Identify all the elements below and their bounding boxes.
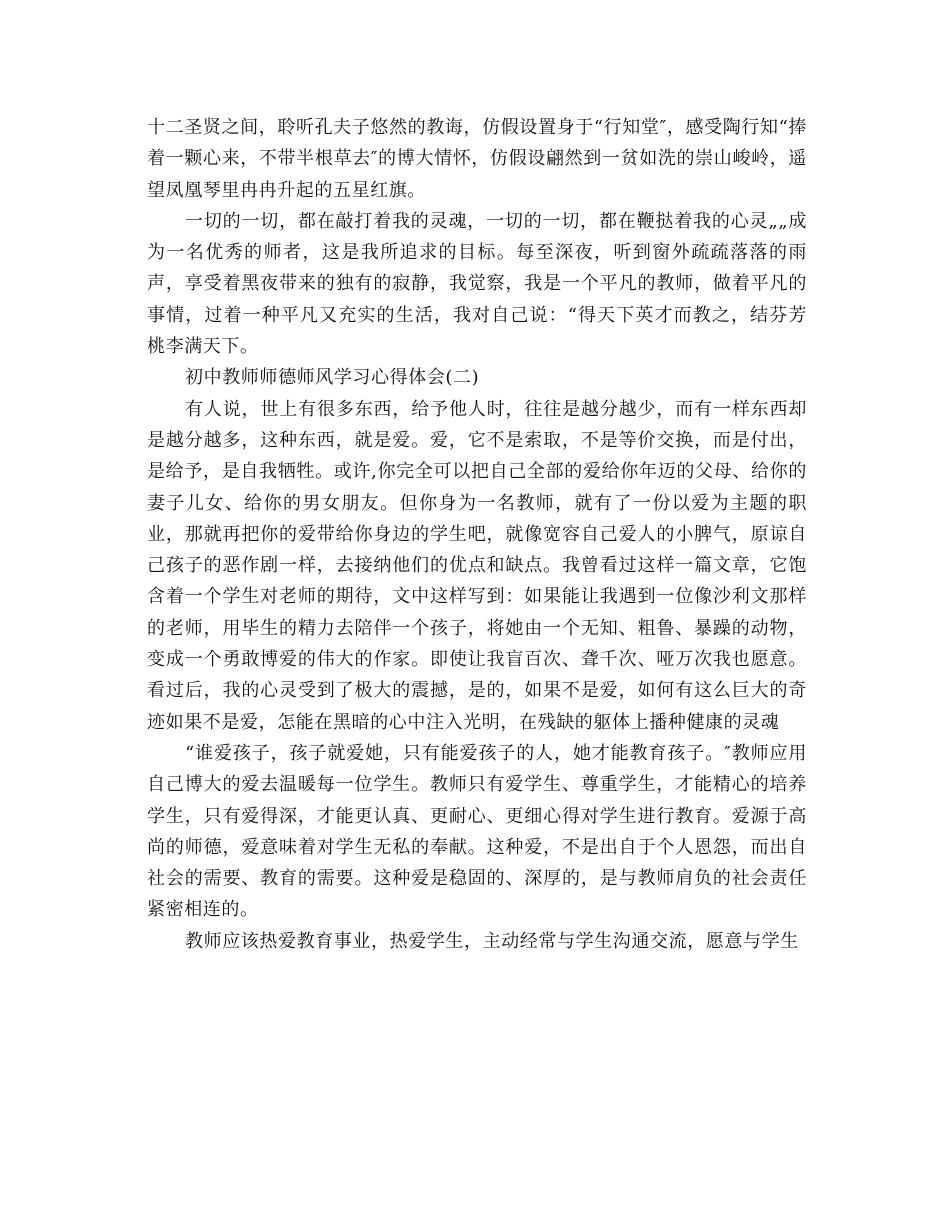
paragraph-2: 一切的一切，都在敲打着我的灵魂，一切的一切，都在鞭挞着我的心灵„„成为一名优秀的师者，这是我所追求的目标。每至深夜，听到窗外疏疏落落的雨声，享受着黑夜带来的独有的寂静，我觉察，我是一个平凡的教师，做着平凡的事情，过着一种平凡又充实的生活，我对自己说：“得天下英才而教之，结芬芳桃李满天下。 [147, 210, 807, 358]
paragraph-5: 教师应该热爱教育事业，热爱学生，主动经常与学生沟通交流，愿意与学生 [185, 930, 799, 952]
section-heading: 初中教师师德师风学习心得体会(二) [185, 367, 480, 389]
paragraph-1: 十二圣贤之间，聆听孔夫子悠然的教诲，仿假设置身于“行知堂″，感受陶行知“捧着一颗心来，不带半根草去″的博大情怀，仿假设翩然到一贫如洗的崇山峻岭，遥望凤凰琴里冉冉升起的五星红旗。 [147, 117, 807, 201]
paragraph-4: “谁爱孩子，孩子就爱她，只有能爱孩子的人，她才能教育孩子。″教师应用自己博大的爱去温暖每一位学生。教师只有爱学生、尊重学生，才能精心的培养学生，只有爱得深，才能更认真、更耐心、更细心得对学生进行教育。爱源于高尚的师德，爱意味着对学生无私的奉献。这种爱，不是出自于个人恩怨，而出自社会的需要、教育的需要。这种爱是稳固的、深厚的，是与教师肩负的社会责任紧密相连的。 [147, 742, 807, 921]
paragraph-3: 有人说，世上有很多东西，给予他人时，往往是越分越少，而有一样东西却是越分越多，这种东西，就是爱。爱，它不是索取，不是等价交换，而是付出，是给予，是自我牺牲。或许,你完全可以把自己全部的爱给你年迈的父母、给你的妻子儿女、给你的男女朋友。但你身为一名教师，就有了一份以爱为主题的职业，那就再把你的爱带给你身边的学生吧，就像宽容自己爱人的小脾气，原谅自己孩子的恶作剧一样，去接纳他们的优点和缺点。我曾看过这样一篇文章，它饱含着一个学生对老师的期待，文中这样写到：如果能让我遇到一位像沙利文那样的老师，用毕生的精力去陪伴一个孩子，将她由一个无知、粗鲁、暴躁的动物，变成一个勇敢博爱的伟大的作家。即使让我盲百次、聋千次、哑万次我也愿意。看过后，我的心灵受到了极大的震撼，是的，如果不是爱，如何有这么巨大的奇迹如果不是爱，怎能在黑暗的心中注入光明，在残缺的躯体上播种健康的灵魂 [147, 398, 807, 733]
document-body [147, 112, 807, 957]
